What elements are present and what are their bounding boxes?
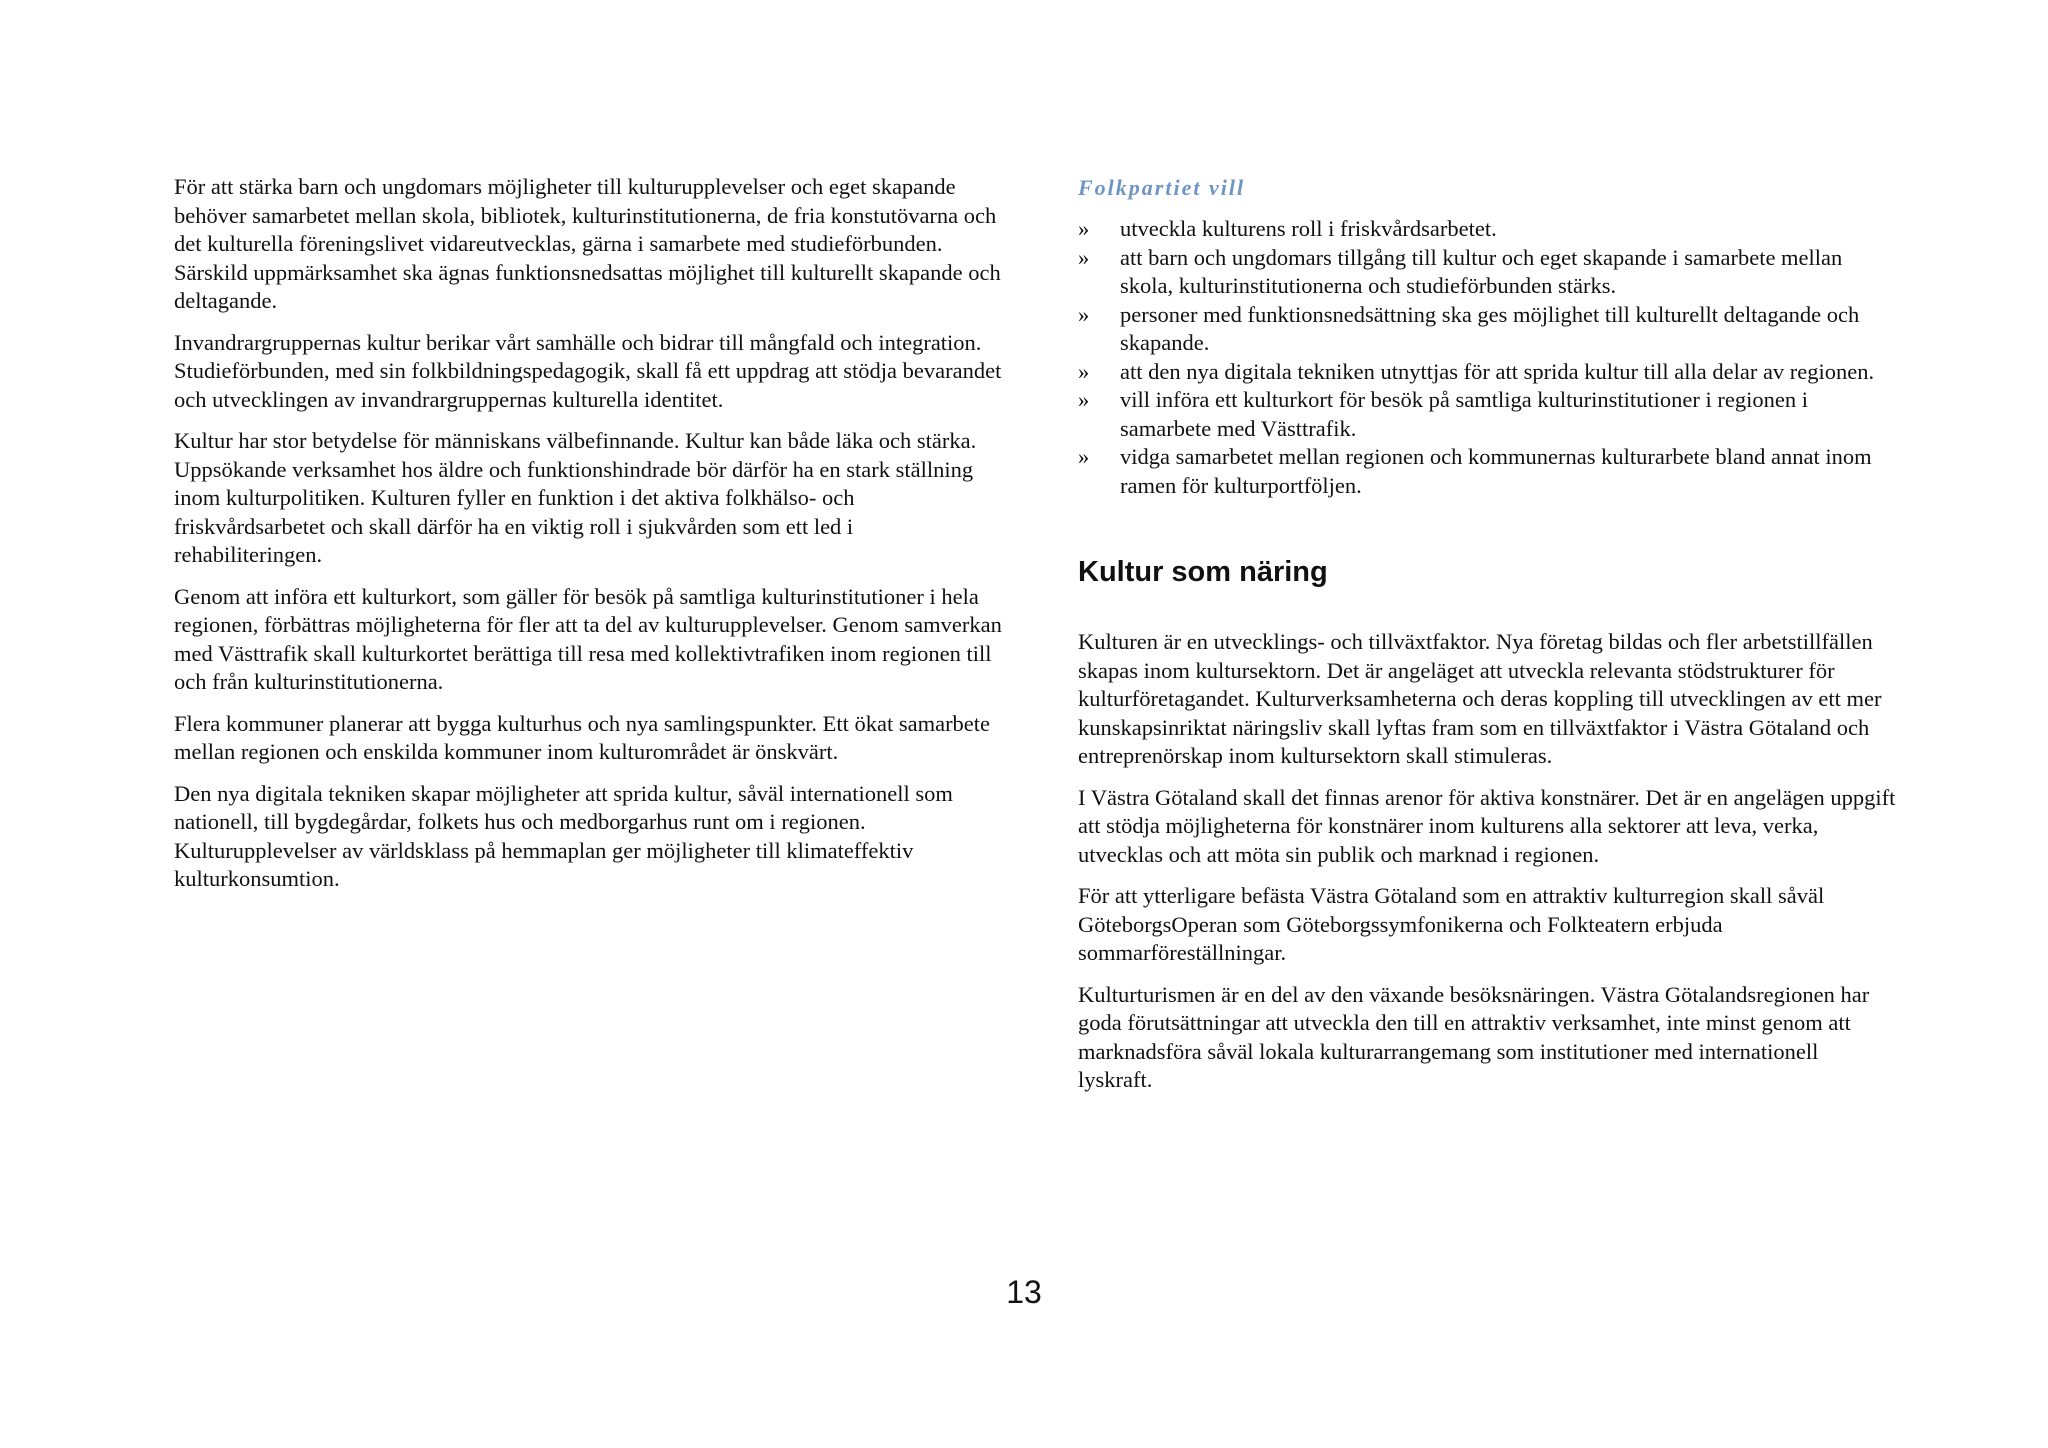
bullet-marker: »: [1078, 358, 1090, 384]
bullet-item-6: [1078, 443, 1898, 500]
left-paragraph-5: Flera kommuner planerar att bygga kulturhus och nya samlingspunkter. Ett ökat samarbete mellan regionen och enskilda kommuner inom kulturområdet är önskvärt.: [174, 710, 991, 764]
bullet-text: utveckla kulturens roll i friskvårdsarbetet.: [1120, 216, 1497, 241]
right-paragraph-3: För att ytterligare befästa Västra Götaland som en attraktiv kulturregion skall såväl GöteborgsOperan som Göteborgssymfonikerna och Folkteatern erbjuda sommarföreställningar.: [1078, 883, 1825, 965]
right-paragraph-2: I Västra Götaland skall det finnas arenor för aktiva konstnärer. Det är en angelägen uppgift att stödja möjligheterna för konstnärer inom kulturens alla sektorer att leva, verka, utvecklas och att möta sin publik och marknad i regionen.: [1078, 784, 1896, 867]
folkpartiet-vill-heading: Folkpartiet vill: [1078, 175, 1246, 200]
left-paragraph-3: Kultur har stor betydelse för människans välbefinnande. Kultur kan både läka och stärka. Uppsökande verksamhet hos äldre och funktionshindrade bör därför ha en stark ställning inom kulturpolitiken. Kulturen fyller en funktion i det aktiva folkhälso- och friskvårdsarbetet och skall därför ha en viktig roll i sjukvården som ett led i rehabiliteringen.: [174, 428, 977, 567]
right-paragraph-1: Kulturen är en utvecklings- och tillväxtfaktor. Nya företag bildas och fler arbetstillfällen skapas inom kultursektorn. Det är angeläget att utveckla relevanta stödstrukturer för kulturföretagandet. Kulturverksamheterna och deras koppling till utvecklingen av ett mer kunskapsinriktat näringsliv skall lyftas fram som en tillväxtfaktor i Västra Götaland och entreprenörskap inom kultursektorn skall stimuleras.: [1078, 629, 1882, 768]
bullet-marker: »: [1078, 444, 1090, 469]
page-number: 13: [1006, 1274, 1042, 1310]
bullet-text: att den nya digitala tekniken utnyttjas för att sprida kultur till alla delar av regionen.: [1120, 358, 1875, 384]
left-paragraph-4: Genom att införa ett kulturkort, som gäller för besök på samtliga kulturinstitutioner i hela regionen, förbättras möjligheterna för fler att ta del av kulturupplevelser. Genom samverkan med Västtrafik skall kulturkortet berättiga till resa med kollektivtrafiken inom regionen till och från kulturinstitutionerna.: [174, 583, 1002, 694]
bullet-marker: »: [1078, 216, 1090, 241]
left-paragraph-2: Invandrargruppernas kultur berikar vårt samhälle och bidrar till mångfald och integration. Studieförbunden, med sin folkbildningspedagogik, skall få ett uppdrag att stödja bevarandet och utvecklingen av invandrargruppernas kulturella identitet.: [174, 329, 1002, 412]
right-paragraph-4: Kulturturismen är en del av den växande besöksnäringen. Västra Götalandsregionen har goda förutsättningar att utveckla den till en attraktiv verksamhet, inte minst genom att marknadsföra såväl lokala kulturarrangemang som institutioner med internationell lyskraft.: [1078, 981, 1870, 1092]
bullet-item-3: [1078, 301, 1898, 358]
bullet-text: att barn och ungdomars tillgång till kultur och eget skapande i samarbete mellan skola, kulturinstitutionerna och studieförbunden stärks.: [1120, 244, 1843, 298]
bullet-marker: »: [1078, 244, 1090, 270]
bullet-item-1: [1078, 215, 1898, 244]
bullet-text: vidga samarbetet mellan regionen och kommunernas kulturarbete bland annat inom ramen för kulturportföljen.: [1120, 444, 1872, 498]
left-paragraph-1: För att stärka barn och ungdomars möjligheter till kulturupplevelser och eget skapande behöver samarbetet mellan skola, bibliotek, kulturinstitutionerna, de fria konstutövarna och det kulturella föreningslivet vidareutvecklas, gärna i samarbete med studieförbunden. Särskild uppmärksamhet ska ägnas funktionsnedsattas möjlighet till kulturellt skapande och deltagande.: [174, 174, 1001, 313]
right-column: [1078, 173, 1898, 1108]
bullet-text: personer med funktionsnedsättning ska ges möjlighet till kulturellt deltagande och skapande.: [1120, 301, 1860, 355]
policy-bullet-list: [1078, 215, 1898, 500]
bullet-item-2: [1078, 244, 1898, 301]
bullet-text: vill införa ett kulturkort för besök på samtliga kulturinstitutioner i regionen i samarbete med Västtrafik.: [1120, 387, 1808, 441]
left-paragraph-6: Den nya digitala tekniken skapar möjligheter att sprida kultur, såväl internationell som nationell, till bygdegårdar, folkets hus och medborgarhus runt om i regionen. Kulturupplevelser av världsklass på hemmaplan ger möjligheter till klimateffektiv kulturkonsumtion.: [174, 780, 953, 891]
bullet-item-5: [1078, 386, 1898, 443]
bullet-marker: »: [1078, 387, 1090, 412]
bullet-marker: »: [1078, 301, 1090, 327]
bullet-item-4: [1078, 358, 1898, 387]
section-title: Kultur som näring: [1078, 556, 1328, 588]
left-column: [174, 173, 1004, 907]
